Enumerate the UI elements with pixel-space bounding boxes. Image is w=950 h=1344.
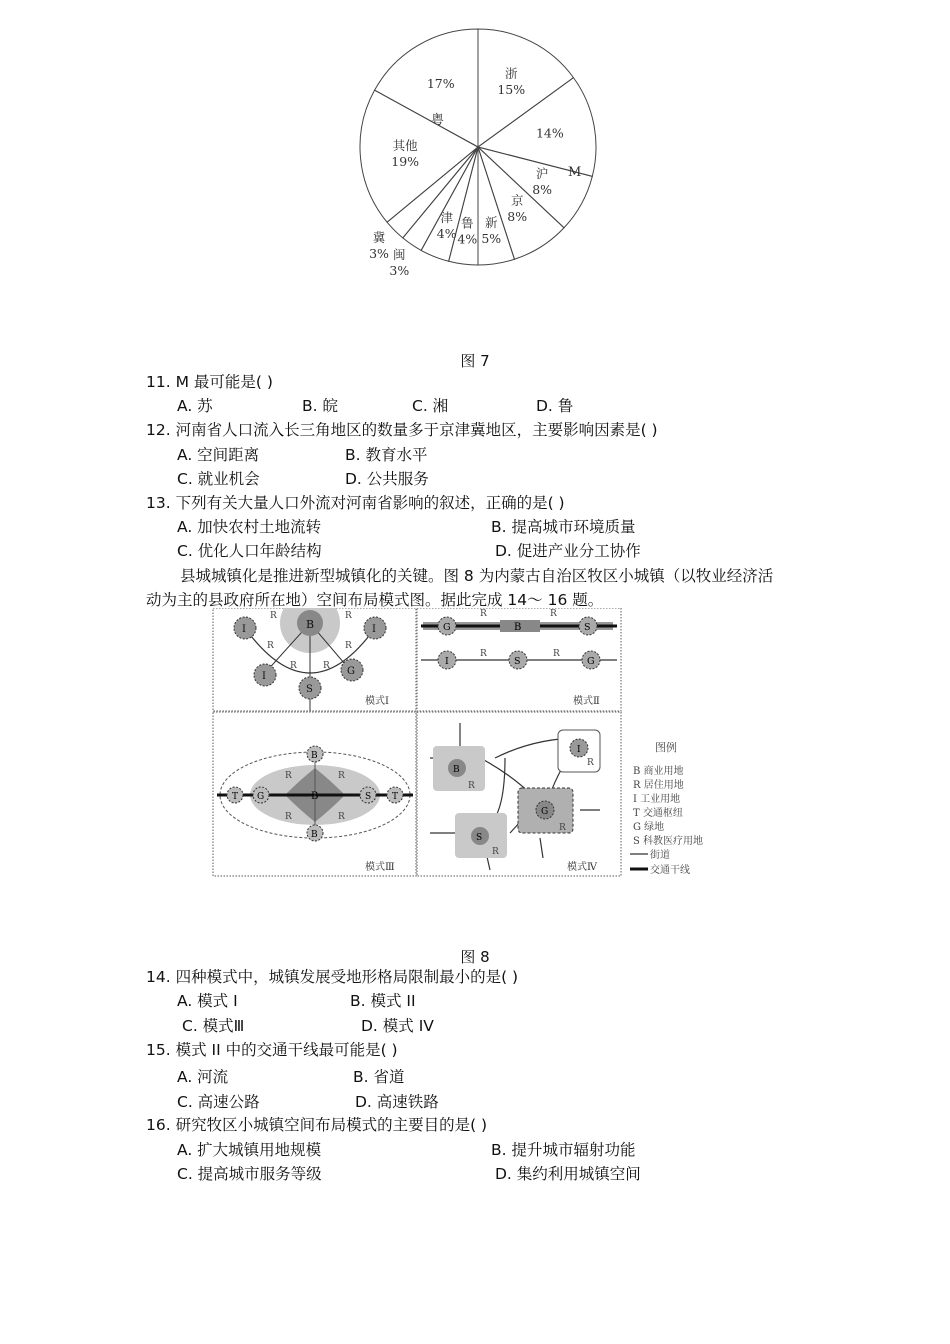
svg-text:T: T xyxy=(392,792,399,802)
svg-text:B: B xyxy=(453,765,460,775)
mode2-label: 模式Ⅱ xyxy=(573,696,600,707)
legend-title: 图例 xyxy=(655,741,677,754)
mode1-diagram xyxy=(234,608,389,711)
q15-option-b[interactable]: B. 省道 xyxy=(353,1068,405,1086)
pie-labels xyxy=(369,66,581,278)
q12-stem: 12. 河南省人口流入长三角地区的数量多于京津冀地区，主要影响因素是( ) xyxy=(146,421,658,439)
q11-option-b[interactable]: B. 皖 xyxy=(302,397,338,415)
q15-stem: 15. 模式 II 中的交通干线最可能是( ) xyxy=(146,1041,398,1059)
pie-slice-label: 沪 xyxy=(535,166,549,182)
q13-option-b[interactable]: B. 提高城市环境质量 xyxy=(491,518,636,536)
svg-text:R: R xyxy=(323,661,330,671)
pie-slice-value: 8% xyxy=(532,182,553,198)
svg-text:S: S xyxy=(306,684,313,695)
mode3-diagram xyxy=(217,746,413,873)
q16-option-c[interactable]: C. 提高城市服务等级 xyxy=(177,1165,322,1183)
q14-option-a[interactable]: A. 模式 I xyxy=(177,992,238,1010)
pie-slice-value: 17% xyxy=(426,76,455,92)
svg-text:I: I xyxy=(372,624,376,635)
q15-option-c[interactable]: C. 高速公路 xyxy=(177,1093,260,1111)
legend-i: I 工业用地 xyxy=(633,794,681,805)
svg-text:I: I xyxy=(262,671,266,682)
q16-option-b[interactable]: B. 提升城市辐射功能 xyxy=(491,1141,636,1159)
pie-slice-value: 3% xyxy=(369,245,389,261)
legend-trunk: 交通干线 xyxy=(650,865,690,876)
svg-text:R: R xyxy=(270,611,277,621)
q11-option-a[interactable]: A. 苏 xyxy=(177,397,213,415)
svg-text:S: S xyxy=(514,656,521,667)
pie-slice-label: 冀 xyxy=(372,229,386,245)
svg-text:R: R xyxy=(290,661,297,671)
pie-chart xyxy=(330,20,630,300)
intro-line-2: 动为主的县政府所在地）空间布局模式图。据此完成 14～ 16 题。 xyxy=(146,591,604,609)
pie-slice-label: 浙 xyxy=(504,65,518,81)
q12-option-c[interactable]: C. 就业机会 xyxy=(177,470,260,488)
mode4-label: 模式Ⅳ xyxy=(567,862,597,873)
svg-text:R: R xyxy=(559,823,566,833)
pie-m-label: M xyxy=(568,165,582,180)
q12-option-b[interactable]: B. 教育水平 xyxy=(345,446,428,464)
legend-g: G 绿地 xyxy=(633,822,665,833)
svg-text:R: R xyxy=(345,611,352,621)
svg-text:B: B xyxy=(306,618,315,631)
svg-text:T: T xyxy=(232,792,239,802)
svg-text:R: R xyxy=(285,771,292,781)
svg-text:B: B xyxy=(311,751,318,761)
q14-option-b[interactable]: B. 模式 II xyxy=(350,992,416,1010)
figure8-caption: 图 8 xyxy=(460,948,490,966)
pie-slice-value: 4% xyxy=(457,231,478,247)
figure7-caption: 图 7 xyxy=(460,352,490,370)
mode4-diagram xyxy=(430,723,600,873)
figure8-diagram xyxy=(205,608,745,883)
svg-text:B: B xyxy=(311,791,319,802)
pie-slice-value: 14% xyxy=(535,125,564,141)
legend-s: S 科教医疗用地 xyxy=(633,836,704,847)
pie-slice-label: 津 xyxy=(440,209,453,225)
pie-slice-value: 3% xyxy=(389,262,410,278)
svg-text:R: R xyxy=(345,641,352,651)
svg-text:R: R xyxy=(285,812,292,822)
pie-slice-value: 4% xyxy=(436,225,457,241)
svg-text:G: G xyxy=(443,622,451,633)
svg-text:G: G xyxy=(257,792,265,802)
q12-option-a[interactable]: A. 空间距离 xyxy=(177,446,260,464)
pie-yue-label: 粤 xyxy=(431,113,445,128)
mode3-label: 模式Ⅲ xyxy=(365,862,395,873)
q12-option-d[interactable]: D. 公共服务 xyxy=(345,470,429,488)
svg-text:R: R xyxy=(480,609,487,619)
svg-text:R: R xyxy=(468,781,475,791)
svg-text:G: G xyxy=(347,666,355,677)
svg-text:R: R xyxy=(553,649,560,659)
q13-stem: 13. 下列有关大量人口外流对河南省影响的叙述，正确的是( ) xyxy=(146,494,565,512)
svg-text:I: I xyxy=(242,624,246,635)
q15-option-d[interactable]: D. 高速铁路 xyxy=(355,1093,439,1111)
svg-text:S: S xyxy=(584,622,591,633)
q14-option-c[interactable]: C. 模式Ⅲ xyxy=(182,1017,245,1035)
q16-stem: 16. 研究牧区小城镇空间布局模式的主要目的是( ) xyxy=(146,1116,488,1134)
svg-text:G: G xyxy=(587,656,595,667)
pie-slice-value: 15% xyxy=(497,81,526,97)
q16-option-d[interactable]: D. 集约利用城镇空间 xyxy=(495,1165,641,1183)
legend xyxy=(630,740,703,876)
legend-b: B 商业用地 xyxy=(633,766,684,777)
svg-text:R: R xyxy=(338,771,345,781)
legend-r: R 居住用地 xyxy=(633,780,684,791)
svg-text:I: I xyxy=(445,656,449,667)
svg-text:B: B xyxy=(514,622,522,633)
q15-option-a[interactable]: A. 河流 xyxy=(177,1068,229,1086)
pie-slice-label: 其他 xyxy=(392,137,418,153)
svg-text:S: S xyxy=(365,792,372,802)
pie-slice-label: 鲁 xyxy=(461,215,474,231)
svg-text:I: I xyxy=(577,745,581,755)
svg-text:R: R xyxy=(492,847,499,857)
q14-stem: 14. 四种模式中，城镇发展受地形格局限制最小的是( ) xyxy=(146,968,519,986)
q13-option-d[interactable]: D. 促进产业分工协作 xyxy=(495,542,641,560)
svg-text:B: B xyxy=(311,830,318,840)
svg-text:R: R xyxy=(550,609,557,619)
svg-text:R: R xyxy=(587,758,594,768)
svg-text:R: R xyxy=(338,812,345,822)
q16-option-a[interactable]: A. 扩大城镇用地规模 xyxy=(177,1141,322,1159)
pie-slice-label: 新 xyxy=(485,214,498,230)
legend-street: 街道 xyxy=(650,850,670,861)
legend-t: T 交通枢纽 xyxy=(633,808,683,819)
q11-option-d[interactable]: D. 鲁 xyxy=(536,397,574,415)
pie-slice-label: 京 xyxy=(510,192,524,208)
intro-line-1: 县城城镇化是推进新型城镇化的关键。图 8 为内蒙古自治区牧区小城镇（以牧业经济活 xyxy=(180,567,774,585)
pie-slice-value: 8% xyxy=(507,208,528,224)
pie-slice-label: 闽 xyxy=(393,246,406,262)
q14-option-d[interactable]: D. 模式 IV xyxy=(361,1017,434,1035)
q13-option-c[interactable]: C. 优化人口年龄结构 xyxy=(177,542,322,560)
q11-stem: 11. M 最可能是( ) xyxy=(146,373,273,391)
q13-option-a[interactable]: A. 加快农村土地流转 xyxy=(177,518,322,536)
svg-text:G: G xyxy=(541,807,549,817)
svg-text:R: R xyxy=(480,649,487,659)
mode2-diagram xyxy=(421,609,617,707)
svg-text:S: S xyxy=(476,833,483,843)
svg-text:R: R xyxy=(267,641,274,651)
q11-option-c[interactable]: C. 湘 xyxy=(412,397,449,415)
pie-slice-value: 19% xyxy=(391,153,420,169)
mode1-label: 模式Ⅰ xyxy=(365,696,389,707)
pie-slice-value: 5% xyxy=(481,230,502,246)
